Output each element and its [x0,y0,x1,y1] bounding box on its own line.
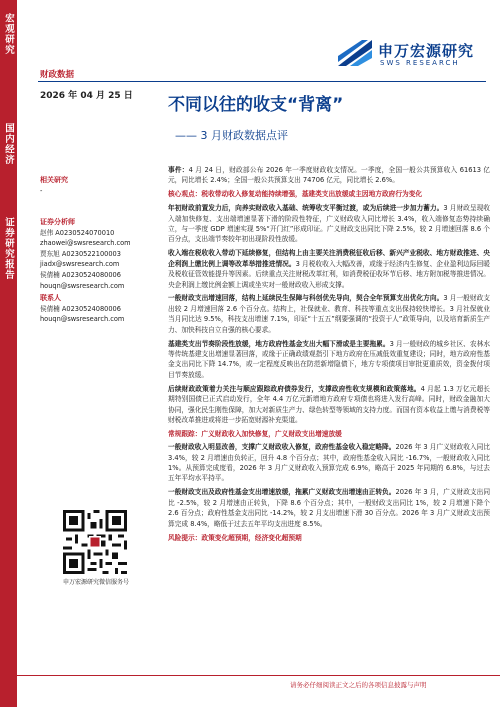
sidebar-tab-economy: 国内经济 [3,123,14,165]
sidebar [0,0,17,707]
qr-caption: 申万宏源研究微信服务号 [62,579,129,586]
brand-name-cn: 申万宏源研究 [378,42,475,60]
related-label: 相关研究 [40,176,68,184]
paragraph-7 [168,487,490,529]
lead-3: 一般财政支出增速回落，结构上延续民生保障与科创优先导向，契合全年预算支出优化方向。 [168,294,444,303]
header-divider [38,81,486,82]
brand-logo-icon [336,36,374,70]
paragraph-1 [168,203,490,245]
analyst-line: 侯倩楠 A0230524080006 [40,270,121,279]
paragraph-4 [168,339,490,381]
lead-4: 基建类支出节奏阶段性放缓，地方政府性基金支出大幅下滑或是主要拖累。 [168,339,390,348]
text-1: 3 月财政呈现收入端加快修复、支出端增速显著下滑的阶段性特征，广义财政收入同比增长 3.4%，收入端修复态势持续确立，与一季度 GDP 增速实现 5%“开门红”形成印证。广义财政支出同比下降 2.5%，较 2 月增速回落 8.6 个百分点，支出端节奏较年初出现阶段性放缓。 [168,204,490,244]
sidebar-tab-report: 证券研究报告 [3,216,14,280]
text-2: 3 月税收收入大幅改善，或缘于经济内生修复、企业盈利边际回暖及税收征管效能提升等因素。后续重点关注财税改革红利，如消费税征收环节后移、地方附加税等推进情况。央企利润上缴比例金额上调或坐实对一般财政收入形成支撑。 [168,259,490,289]
paragraph-5 [168,384,490,426]
paragraph-3 [168,293,490,335]
report-date: 2026 年 04 月 25 日 [40,91,133,101]
paragraph-6 [168,442,490,484]
analyst-email[interactable]: jiadx@swsresearch.com [40,260,120,269]
text-7: 2026 年 3 月，广义财政支出同比 -2.5%，较 2 月增速由正转负，下降 8.6 个百分点；其中，一般财政支出同比 1%，较 2 月增速下降个 2.6 百分点；政府性基金支出同比 -14.2%，较 2 月支出增速下滑 30 百分点。2026 年 3 月广义财政支出预算完成 8.4%，略低于过去五年平均支出进度 8.5%。 [168,488,491,528]
text-5: 4 月起 1.3 万亿元超长期特别国债已正式启动发行，全年 4.4 万亿元新增地方政府专项债也将进入发行高峰。同时，财政金融加大协同，强化民生刚性保障，加大对新质生产力、绿色转型等领域的支持力度。而国有资本收益上缴与消费税等财税改革推进或将进一步拓宽财源补充渠道。 [168,384,490,424]
related-value: - [40,186,43,195]
analyst-line: 赵伟 A0230524070010 [40,228,115,237]
sidebar-tab-macro: 宏观研究 [3,13,14,55]
text-event: 4 月 24 日，财政部公布 2026 年一季度财政收支情况。一季度，全国一般公共预算收入 61613 亿元，同比增长 2.4%；全国一般公共预算支出 74706 亿元，同比增长 2.6%。 [168,166,491,185]
text-3: 3 月一般财政支出较 2 月增速回落 2.6 个百分点。结构上，社保就业、教育、科技等重点支出保持较快增长。3 月社保就业当月同比达 9.5%，科技支出增速 7.1%，印证“十五五”纲要强调的“投资于人”政策导向，以及培育新质生产力、加快科技自立自强的核心要求。 [168,294,490,334]
core-view-heading: 核心观点：税收带动收入修复动能持续增强，基建类支出放缓或主因地方政府行为变化 [168,190,423,199]
text-6: 2026 年 3 月广义财政收入同比 3.4%，较 2 月增速由负转正，回升 4.8 个百分点；其中，政府性基金收入同比 -16.7%，一般财政收入同比 1%。从预算完成度看，2026 年 3 月广义财政收入预算完成 6.9%，略高于 2025 年同期的 6.8%，与过去五年平均水平持平。 [168,443,491,483]
related-research [40,175,162,196]
lead-2: 收入端在税收收入带动下延续修复，但结构上由主要关注消费税征收后移、新兴产业税收、地方财政推进、央企利润上缴比例上调等改革举措推进情况。 [168,249,490,268]
qr-code [63,510,127,574]
analyst-block [40,217,162,325]
report-title: 不同以往的收支“背离” [168,95,344,115]
brand-logo [336,36,486,76]
text-4: 3 月一般财政的城乡社区、农林水等传统基建支出增速显著回落，或缘于正确政绩观指引下地方政府在压减低效重复建设；同时，地方政府性基金支出同比下降 14.7%，或一定程度反映出在防范新增隐债下，地方专项债项目审批更重质效，资金拨付项目节奏放缓。 [168,339,491,379]
risk-warning: 风险提示：政策变化超预期，经济变化超预期 [168,533,302,542]
analyst-email[interactable]: houqn@swsresearch.com [40,281,125,290]
contact-label: 联系人 [40,294,61,303]
report-body [168,165,490,546]
analyst-label: 证券分析师 [40,218,75,226]
analyst-email[interactable]: zhaowei@swsresearch.com [40,239,131,248]
report-type: 财政数据 [40,70,75,80]
lead-6: 一般财政收入明显改善，支撑广义财政收入修复，政府性基金收入稳定略降。 [168,443,396,452]
footer-disclaimer: 请务必仔细阅读正文之后的各项信息披露与声明 [290,681,427,689]
tracking-heading: 常规跟踪：广义财政收入加快修复，广义财政支出增速放缓 [168,429,342,438]
lead-7: 一般财政支出及政府性基金支出增速放缓，拖累广义财政支出增速由正转负。 [168,488,396,497]
report-subtitle: —— 3 月财政数据点评 [175,129,288,142]
contact-email[interactable]: houqn@swsresearch.com [40,315,125,324]
analyst-line: 贾东旭 A0230522100003 [40,249,121,258]
lead-event: 事件： [168,166,189,174]
lead-1: 年初财政前置发力后，向养实财政收入基础、统筹收支平衡过渡，或为后续进一步加力蓄力。 [168,204,444,213]
brand-name-en: SWS RESEARCH [380,59,460,67]
contact-line: 侯倩楠 A0230524080006 [40,304,121,313]
lead-5: 后续财政政策着力关注与顺应跟踪政府债券发行，支撑政府性收支规模和政策落地。 [168,384,421,393]
footer-divider [17,675,500,676]
paragraph-event [168,165,490,186]
paragraph-2 [168,248,490,290]
